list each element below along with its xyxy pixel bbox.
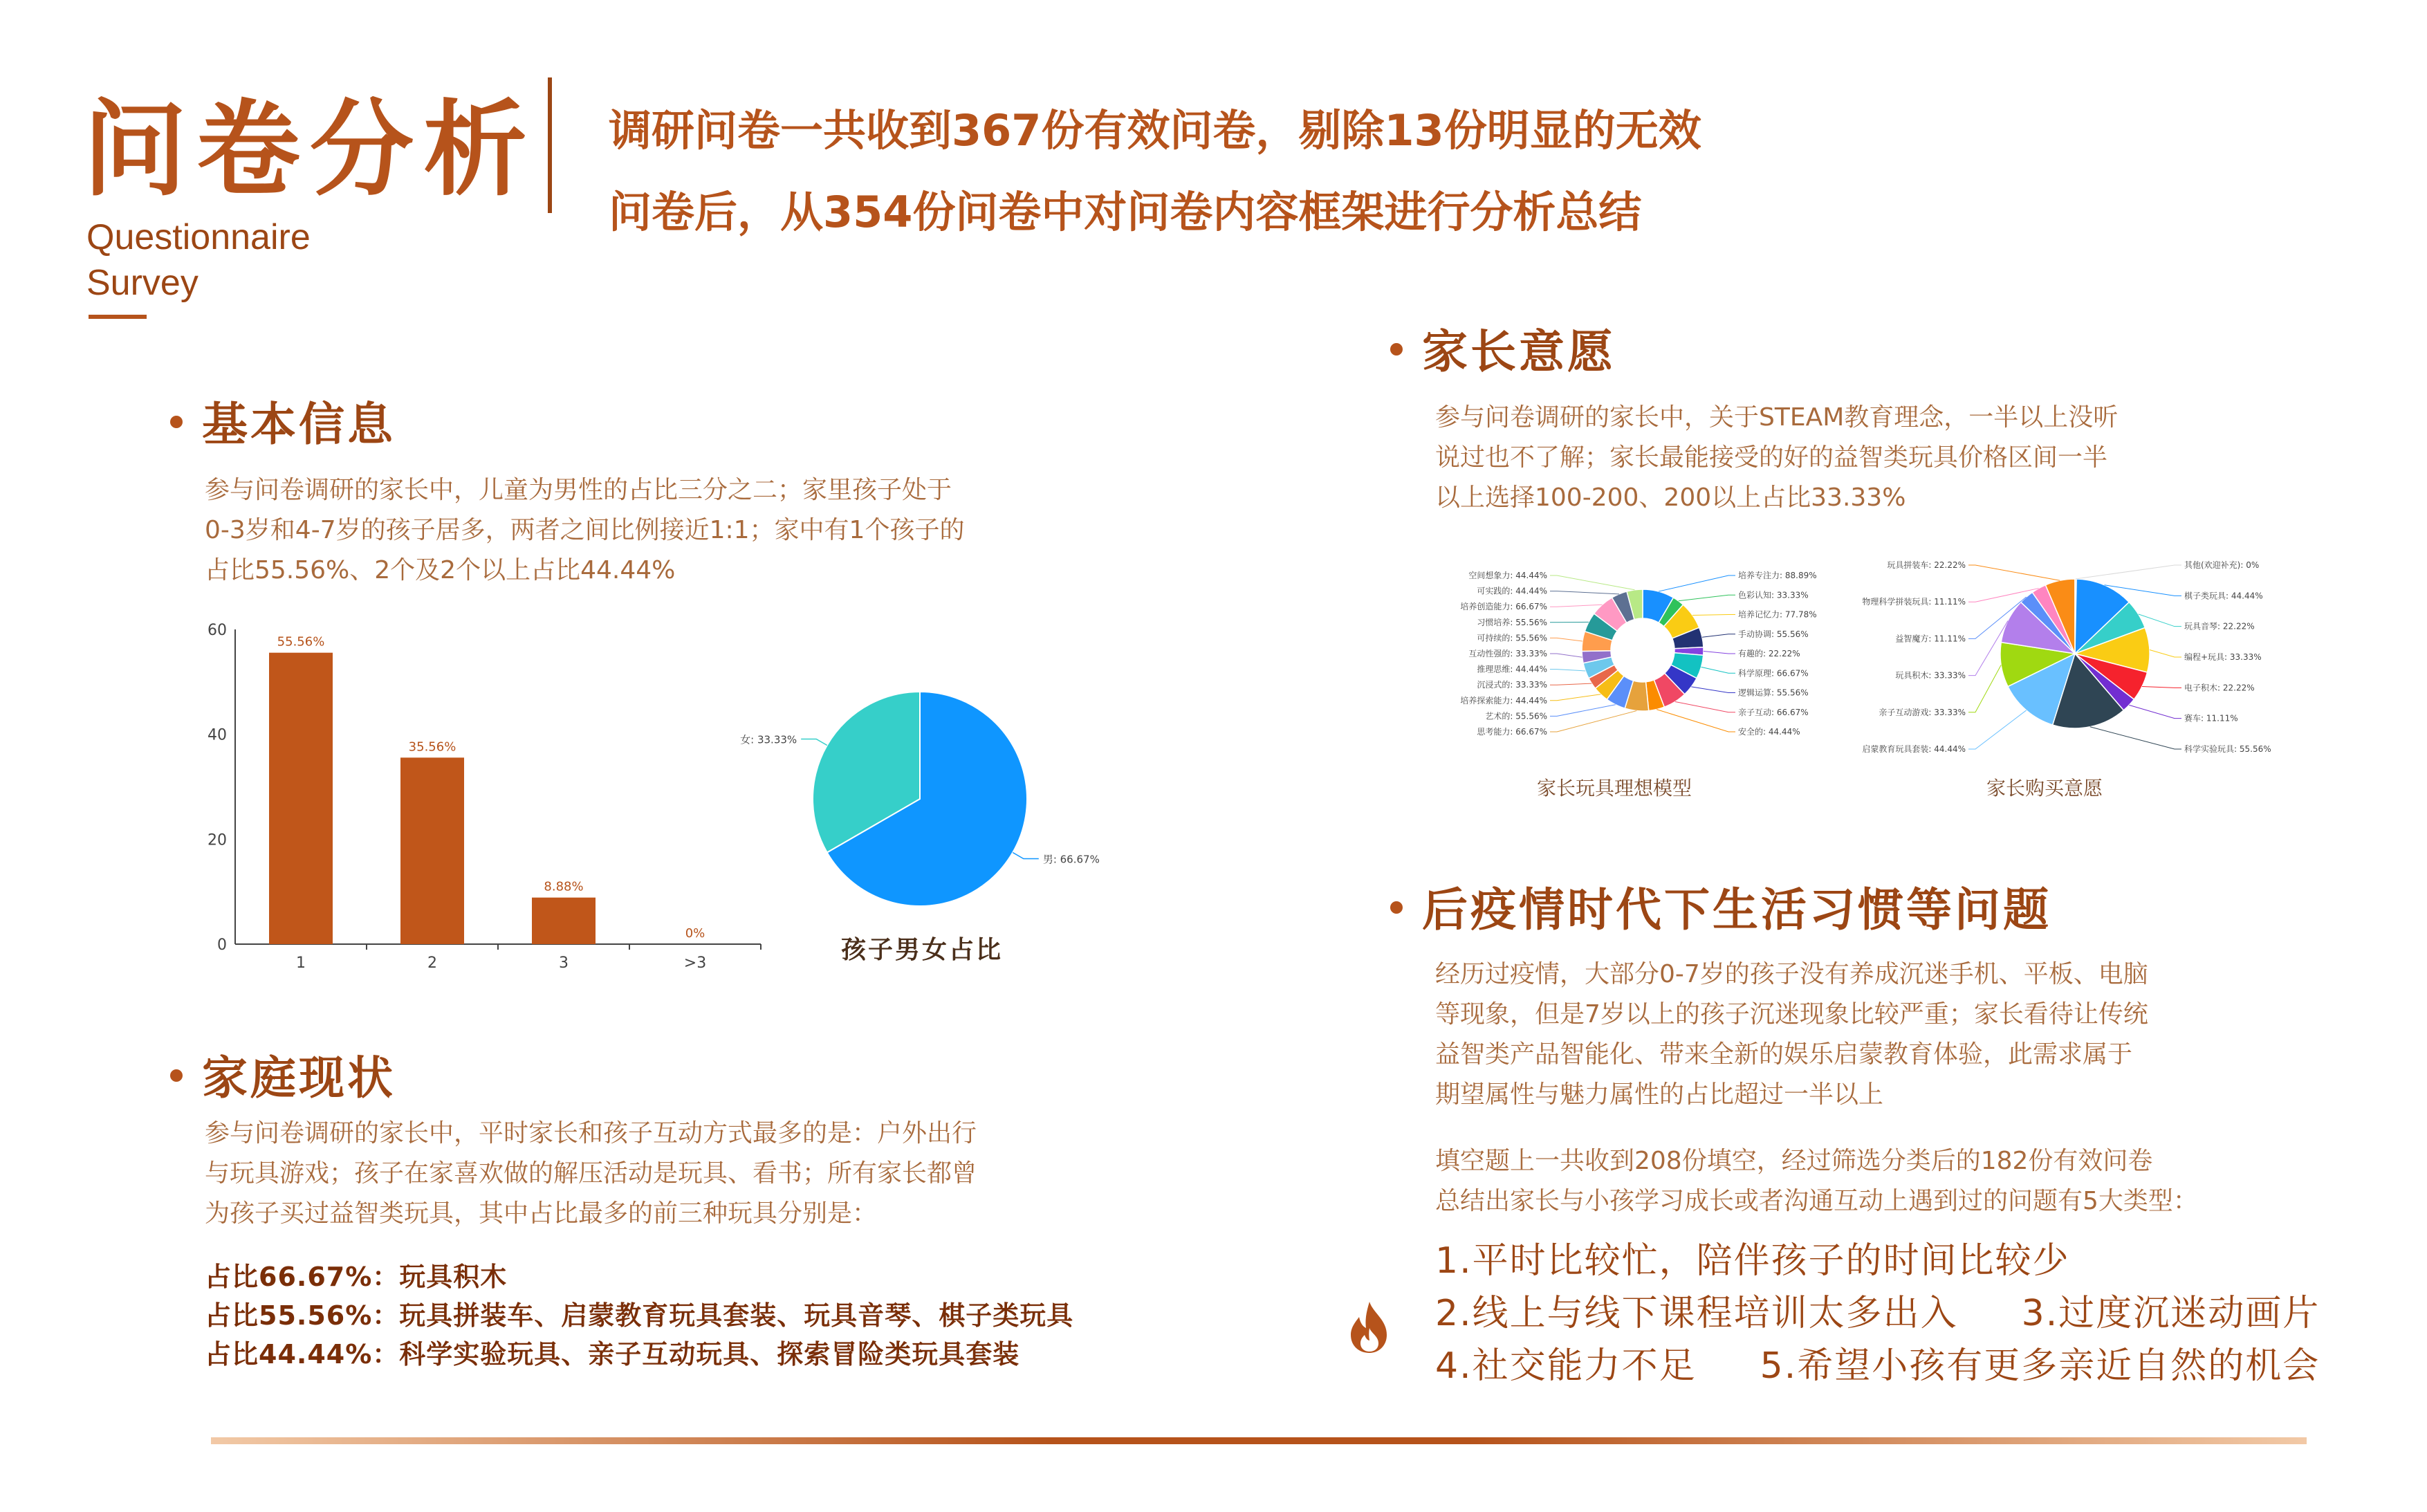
- children-count-bar-chart: [194, 609, 782, 968]
- pie-slice-label: 编程+玩具: 33.33%: [2184, 652, 2262, 662]
- pie-slice-label: 科学原理: 66.67%: [1738, 668, 1809, 679]
- gender-pie-chart: [719, 678, 1148, 927]
- pie-slice-label: 科学实验玩具: 55.56%: [2184, 744, 2271, 754]
- section-heading-post-pandemic: [1390, 873, 2051, 939]
- parent-wish-line-2: 说过也不了解；家长最能接受的好的益智类玩具价格区间一半: [1435, 443, 2108, 472]
- pie-slice-label: 沉浸式的: 33.33%: [1477, 680, 1547, 690]
- pie-slice-label: 安全的: 44.44%: [1738, 727, 1800, 737]
- problem-item-4: 4.社交能力不足: [1435, 1345, 1697, 1387]
- section-heading-family-status: [170, 1041, 396, 1107]
- pie-leader-line: [1659, 575, 1735, 591]
- basic-info-heading: 基本信息: [202, 398, 396, 451]
- post-pandemic-line-4: 期望属性与魅力属性的占比超过一半以上: [1435, 1080, 1884, 1109]
- pie-slice-label: 益智魔方: 11.11%: [1895, 634, 1966, 644]
- pie-leader-line: [2142, 687, 2181, 688]
- pie-slice-label: 培养专注力: 88.89%: [1738, 571, 1817, 580]
- pie-slice-label: 培养记忆力: 77.78%: [1738, 609, 1817, 620]
- post-pandemic-heading: 后疫情时代下生活习惯等问题: [1422, 883, 2051, 937]
- x-tick-label: 1: [296, 955, 306, 968]
- intro-text: [609, 90, 1992, 253]
- pie-leader-line: [2129, 705, 2181, 718]
- intro-line-2: 问卷后，从354份问卷中对问卷内容框架进行分析总结: [609, 187, 1642, 237]
- pie-leader-line: [2090, 727, 2181, 749]
- purchase-intent-caption: 家长购买意愿: [1986, 777, 2103, 800]
- x-tick-label: 3: [559, 955, 569, 968]
- pie-leader-line: [1550, 694, 1600, 701]
- bar: [269, 653, 333, 944]
- pie-slice-label: 逻辑运算: 55.56%: [1738, 688, 1809, 698]
- post-pandemic-line-2: 等现象，但是7岁以上的孩子沉迷现象比较严重；家长看待让传统: [1435, 1000, 2148, 1029]
- pie-leader-line: [1679, 595, 1735, 601]
- problem-item-3: 3.过度沉迷动画片: [2021, 1293, 2320, 1334]
- toy-stat-2: 占比55.56%：玩具拼装车、启蒙教育玩具套装、玩具音琴、棋子类玩具: [205, 1300, 1074, 1331]
- y-tick-label: 20: [207, 831, 227, 849]
- bullet-dot: [170, 416, 183, 428]
- pie-slice-label: 培养创造能力: 66.67%: [1460, 602, 1547, 612]
- y-tick-label: 40: [207, 726, 227, 744]
- pie-slice-label: 电子积木: 22.22%: [2184, 683, 2255, 693]
- pie-leader-line: [2150, 650, 2181, 657]
- parent-wish-paragraph: [1435, 398, 2118, 518]
- pie-slice-label: 启蒙教育玩具套装: 44.44%: [1862, 744, 1966, 754]
- family-status-line-3: 为孩子买过益智类玩具，其中占比最多的前三种玩具分别是：: [205, 1199, 878, 1228]
- pie-slice-label: 可实践的: 44.44%: [1477, 586, 1547, 596]
- pie-leader-line: [1550, 711, 1636, 732]
- subtitle-en-line1: Questionnaire: [86, 217, 311, 257]
- basic-info-line-2: 0-3岁和4-7岁的孩子居多，两者之间比例接近1:1；家中有1个孩子的: [205, 516, 965, 544]
- pie-leader-line: [1675, 701, 1735, 712]
- pie-leader-line: [1550, 670, 1585, 671]
- pie-leader-line: [801, 739, 827, 745]
- bullet-dot: [1390, 343, 1403, 356]
- pie-slice-label: 玩具音琴: 22.22%: [2184, 621, 2255, 631]
- problem-item-2: 2.线上与线下课程培训太多出入: [1435, 1293, 1958, 1334]
- pie-leader-line: [1702, 634, 1735, 637]
- toy-stat-3: 占比44.44%：科学实验玩具、亲子互动玩具、探索冒险类玩具套装: [205, 1339, 1020, 1370]
- pie-slice-label: 有趣的: 22.22%: [1738, 649, 1800, 658]
- problem-row-3: [1435, 1340, 2320, 1392]
- x-tick-label: >3: [683, 955, 707, 968]
- bar-data-label: 8.88%: [544, 879, 584, 894]
- pie-slice-label: 色彩认知: 33.33%: [1738, 590, 1809, 600]
- subtitle-en-line2: Survey: [86, 263, 199, 303]
- problem-list: [1435, 1235, 2320, 1392]
- problem-item-1: 1.平时比较忙，陪伴孩子的时间比较少: [1435, 1240, 2070, 1282]
- bar-data-label: 55.56%: [277, 634, 325, 649]
- pie-leader-line: [1657, 710, 1735, 732]
- post-pandemic-paragraph: [1435, 955, 2148, 1115]
- pie-slice-label: 玩具积木: 33.33%: [1895, 670, 1966, 681]
- parent-wish-heading: 家长意愿: [1422, 325, 1616, 378]
- family-status-line-2: 与玩具游戏；孩子在家喜欢做的解压活动是玩具、看书；所有家长都曾: [205, 1159, 977, 1188]
- post-pandemic-line-1: 经历过疫情，大部分0-7岁的孩子没有养成沉迷手机、平板、电脑: [1435, 960, 2148, 988]
- pie-leader-line: [1704, 651, 1735, 654]
- pie-slice-label: 培养探索能力: 44.44%: [1460, 695, 1547, 706]
- pie-leader-line: [2139, 614, 2181, 627]
- basic-info-paragraph: [205, 470, 964, 591]
- ideal-toy-caption: 家长玩具理想模型: [1537, 777, 1692, 800]
- post-pandemic-p2-line-2: 总结出家长与小孩学习成长或者沟通互动上遇到过的问题有5大类型：: [1435, 1187, 2198, 1215]
- problem-item-5: 5.希望小孩有更多亲近自然的机会: [1760, 1345, 2320, 1387]
- pie-slice-label: 艺术的: 55.56%: [1485, 711, 1547, 721]
- pie-slice-label: 亲子互动: 66.67%: [1738, 707, 1809, 717]
- pie-slice-label: 赛车: 11.11%: [2184, 713, 2238, 723]
- post-pandemic-line-3: 益智类产品智能化、带来全新的娱乐启蒙教育体验，此需求属于: [1435, 1040, 2133, 1069]
- pie-slice-label: 思考能力: 66.67%: [1477, 727, 1547, 737]
- y-tick-label: 0: [217, 937, 227, 954]
- pie-slice-label: 可持续的: 55.56%: [1477, 633, 1547, 643]
- pie-leader-line: [1550, 575, 1634, 590]
- pie-leader-line: [1550, 705, 1616, 717]
- pie-slice-label: 习惯培养: 55.56%: [1477, 617, 1547, 627]
- title-divider: [548, 77, 552, 213]
- pie-slice-label: 玩具拼装车: 22.22%: [1887, 560, 1966, 570]
- pie-leader-line: [1013, 853, 1039, 859]
- bar: [532, 898, 596, 944]
- pie-slice-label: 推理思维: 44.44%: [1477, 664, 1547, 674]
- toy-stat-1: 占比66.67%：玩具积木: [205, 1262, 508, 1292]
- x-tick-label: 2: [427, 955, 437, 968]
- pie-slice-label: 物理科学拼装玩具: 11.11%: [1862, 597, 1966, 607]
- problem-row-2: [1435, 1287, 2320, 1340]
- post-pandemic-paragraph-2: [1435, 1141, 2198, 1221]
- pie-slice-label: 其他(欢迎补充): 0%: [2184, 560, 2260, 570]
- y-tick-label: 60: [207, 622, 227, 639]
- pie-leader-line: [1550, 591, 1619, 594]
- pie-slice-label: 男: 66.67%: [1042, 853, 1100, 866]
- pie-leader-line: [1968, 565, 2060, 580]
- pie-slice-label: 互动性强的: 33.33%: [1468, 649, 1547, 658]
- pie-slice-label: 手动协调: 55.56%: [1738, 629, 1809, 639]
- footer-divider: [211, 1437, 2307, 1444]
- pie-leader-line: [2076, 565, 2181, 579]
- pie-leader-line: [1968, 665, 2001, 712]
- family-status-paragraph: [205, 1114, 977, 1234]
- ideal-toy-donut-chart: [1432, 540, 1854, 768]
- pie-leader-line: [1692, 615, 1735, 616]
- section-heading-basic-info: [170, 387, 396, 453]
- pie-slice-label: 空间想象力: 44.44%: [1468, 571, 1547, 580]
- section-heading-parent-wish: [1390, 315, 1616, 380]
- bar: [400, 757, 464, 944]
- pie-leader-line: [1550, 638, 1582, 641]
- pie-slice-label: 亲子互动游戏: 33.33%: [1879, 707, 1966, 717]
- pie-leader-line: [1691, 687, 1735, 693]
- basic-info-line-1: 参与问卷调研的家长中，儿童为男性的占比三分之二；家里孩子处于: [205, 476, 952, 504]
- page-title: 问卷分析: [83, 90, 537, 210]
- bar-data-label: 35.56%: [408, 739, 456, 755]
- bar-data-label: 0%: [685, 926, 705, 941]
- family-status-line-1: 参与问卷调研的家长中，平时家长和孩子互动方式最多的是：户外出行: [205, 1119, 977, 1147]
- bullet-dot: [1390, 901, 1403, 914]
- intro-line-1: 调研问卷一共收到367份有效问卷，剔除13份明显的无效: [609, 105, 1701, 156]
- gender-pie-caption: 孩子男女占比: [841, 936, 1004, 964]
- basic-info-line-3: 占比55.56%、2个及2个以上占比44.44%: [205, 556, 676, 584]
- flame-icon: [1345, 1299, 1394, 1354]
- pie-leader-line: [1550, 654, 1582, 657]
- pie-slice-label: 棋子类玩具: 44.44%: [2184, 591, 2263, 601]
- bullet-dot: [170, 1069, 183, 1082]
- pie-leader-line: [1550, 605, 1602, 607]
- pie-leader-line: [1968, 710, 2027, 749]
- title-underline: [89, 315, 147, 319]
- pie-slice-label: 女: 33.33%: [740, 733, 797, 746]
- pie-leader-line: [1550, 683, 1591, 685]
- family-status-heading: 家庭现状: [202, 1051, 396, 1105]
- parent-wish-line-3: 以上选择100-200、200以上占比33.33%: [1435, 483, 1906, 512]
- post-pandemic-p2-line-1: 填空题上一共收到208份填空，经过筛选分类后的182份有效问卷: [1435, 1147, 2153, 1175]
- pie-leader-line: [1701, 667, 1735, 673]
- page-subtitle-en: [86, 214, 311, 306]
- purchase-intent-pie-chart: [1861, 540, 2289, 768]
- toy-stats: [205, 1257, 1073, 1374]
- parent-wish-line-1: 参与问卷调研的家长中，关于STEAM教育理念，一半以上没听: [1435, 403, 2119, 432]
